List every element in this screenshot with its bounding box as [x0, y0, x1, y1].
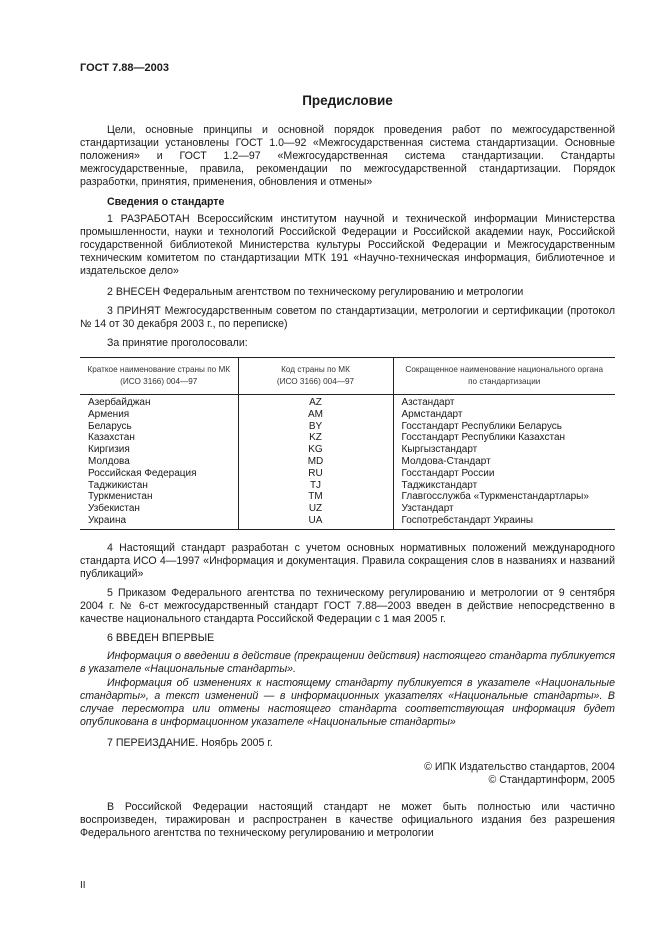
code-cell: RU: [238, 468, 393, 480]
country-cell: Беларусь: [88, 420, 132, 432]
code-cell: AM: [238, 409, 393, 421]
code-cell: TJ: [238, 480, 393, 492]
item-1-paragraph: 1 РАЗРАБОТАН Всероссийским институтом научной и технической информации Министерства промышленности, науки и технологий Российской Федерации и Российской академии наук, Российской государственной библиотекой Министерства культуры Российской Федерации и Межгосударственным техническим комитетом по стандартизации МТК 191 «Научно-техническая информация, библиотечное и издательское дело»: [80, 213, 615, 277]
agency-cell: Узстандарт: [393, 503, 615, 515]
code-cell: KZ: [238, 432, 393, 444]
code-cell: KG: [238, 444, 393, 456]
agency-cell: Госпотребстандарт Украины: [393, 515, 615, 529]
table-row: [80, 444, 615, 456]
intro-paragraph: Цели, основные принципы и основной порядок проведения работ по межгосударственной стандартизации установлены ГОСТ 1.0—92 «Межгосударственная система стандартизации. Основные положения» и ГОСТ 1.2—97 «Межгосударственная система стандартизации. Стандарты межгосударственные, правила, рекомендации по межгосударственной стандартизации. Порядок разработки, принятия, применения, обновления и отмены»: [80, 124, 615, 188]
document-code: ГОСТ 7.88—2003: [80, 62, 169, 74]
item-3-paragraph: 3 ПРИНЯТ Межгосударственным советом по стандартизации, метрологии и сертификации (протокол № 14 от 30 декабря 2003 г., по переписке): [80, 305, 615, 330]
table-row: [80, 456, 615, 468]
code-cell: TM: [238, 491, 393, 503]
country-cell: Российская Федерация: [88, 467, 197, 479]
copyright-publisher: © ИПК Издательство стандартов, 2004: [424, 761, 615, 773]
country-cell: Казахстан: [88, 432, 135, 444]
section-heading: Сведения о стандарте: [107, 196, 225, 208]
table-row: [80, 491, 615, 503]
item-2-paragraph: 2 ВНЕСЕН Федеральным агентством по техническому регулированию и метрологии: [107, 286, 524, 298]
item-6-paragraph: 6 ВВЕДЕН ВПЕРВЫЕ: [107, 632, 215, 644]
code-cell: MD: [238, 456, 393, 468]
agency-cell: Госстандарт Республики Беларусь: [393, 421, 615, 433]
agency-cell: Таджикстандарт: [393, 480, 615, 492]
table-row: [80, 395, 615, 409]
table-row: [80, 480, 615, 492]
agency-cell: Кыргызстандарт: [393, 444, 615, 456]
column-header-country: Краткое наименование страны по МК (ИСО 3166) 004—97: [80, 358, 238, 395]
column-header-agency: Сокращенное наименование национального органа по стандартизации: [393, 358, 615, 395]
voting-table: [80, 357, 615, 530]
agency-cell: Армстандарт: [393, 409, 615, 421]
reproduction-notice: В Российской Федерации настоящий стандарт не может быть полностью или частично воспроизведен, тиражирован и распространен в качестве официального издания без разрешения Федерального агентства по техническому регулированию и метрологии: [80, 801, 615, 839]
country-cell: Молдова: [88, 455, 130, 467]
item-5-paragraph: 5 Приказом Федерального агентства по техническому регулированию и метрологии от 9 сентября 2004 г. № 6-ст межгосударственный стандарт ГОСТ 7.88—2003 введен в действие непосредственно в качестве национального стандарта Российской Федерации с 1 мая 2005 г.: [80, 587, 615, 625]
agency-cell: Молдова-Стандарт: [393, 456, 615, 468]
page-number: II: [80, 880, 86, 891]
country-cell: Киргизия: [88, 444, 130, 456]
agency-cell: Госстандарт России: [393, 468, 615, 480]
country-cell: Украина: [88, 514, 127, 526]
page-title: Предисловие: [302, 93, 393, 108]
country-cell: Узбекистан: [88, 503, 140, 515]
country-cell: Армения: [88, 408, 130, 420]
country-cell: Таджикистан: [88, 479, 148, 491]
table-header-row: [80, 358, 615, 395]
table-row: [80, 432, 615, 444]
item-7-paragraph: 7 ПЕРЕИЗДАНИЕ. Ноябрь 2005 г.: [107, 737, 273, 749]
column-header-code: Код страны по МК (ИСО 3166) 004—97: [238, 358, 393, 395]
code-cell: BY: [238, 421, 393, 433]
agency-cell: Госстандарт Республики Казахстан: [393, 432, 615, 444]
table-row: [80, 503, 615, 515]
country-cell: Азербайджан: [88, 397, 151, 408]
country-cell: Туркменистан: [88, 491, 153, 503]
item-4-paragraph: 4 Настоящий стандарт разработан с учетом основных нормативных положений международного стандарта ИСО 4—1997 «Информация и документация. Правила сокращения слов в названиях и названий публикаций»: [80, 542, 615, 580]
code-cell: UA: [238, 515, 393, 529]
info-changes-paragraph: Информация об изменениях к настоящему стандарту публикуется в указателе «Национальные стандарты», а текст изменений — в информационных указателях «Национальные стандарты». В случае пересмотра или отмены настоящего стандарта соответствующая информация будет опубликована в информационном указателе «Национальные стандарты»: [80, 677, 615, 728]
table-row: [80, 515, 615, 529]
agency-cell: Азстандарт: [393, 395, 615, 409]
info-introduction-paragraph: Информация о введении в действие (прекращении действия) настоящего стандарта публикуется в указателе «Национальные стандарты».: [80, 650, 615, 675]
table-row: [80, 409, 615, 421]
code-cell: UZ: [238, 503, 393, 515]
code-cell: AZ: [238, 395, 393, 409]
copyright-standartinform: © Стандартинформ, 2005: [488, 774, 615, 786]
table-row: [80, 421, 615, 433]
agency-cell: Главгосслужба «Туркменстандартлары»: [393, 491, 615, 503]
table-row: [80, 468, 615, 480]
voted-label: За принятие проголосовали:: [107, 337, 248, 349]
